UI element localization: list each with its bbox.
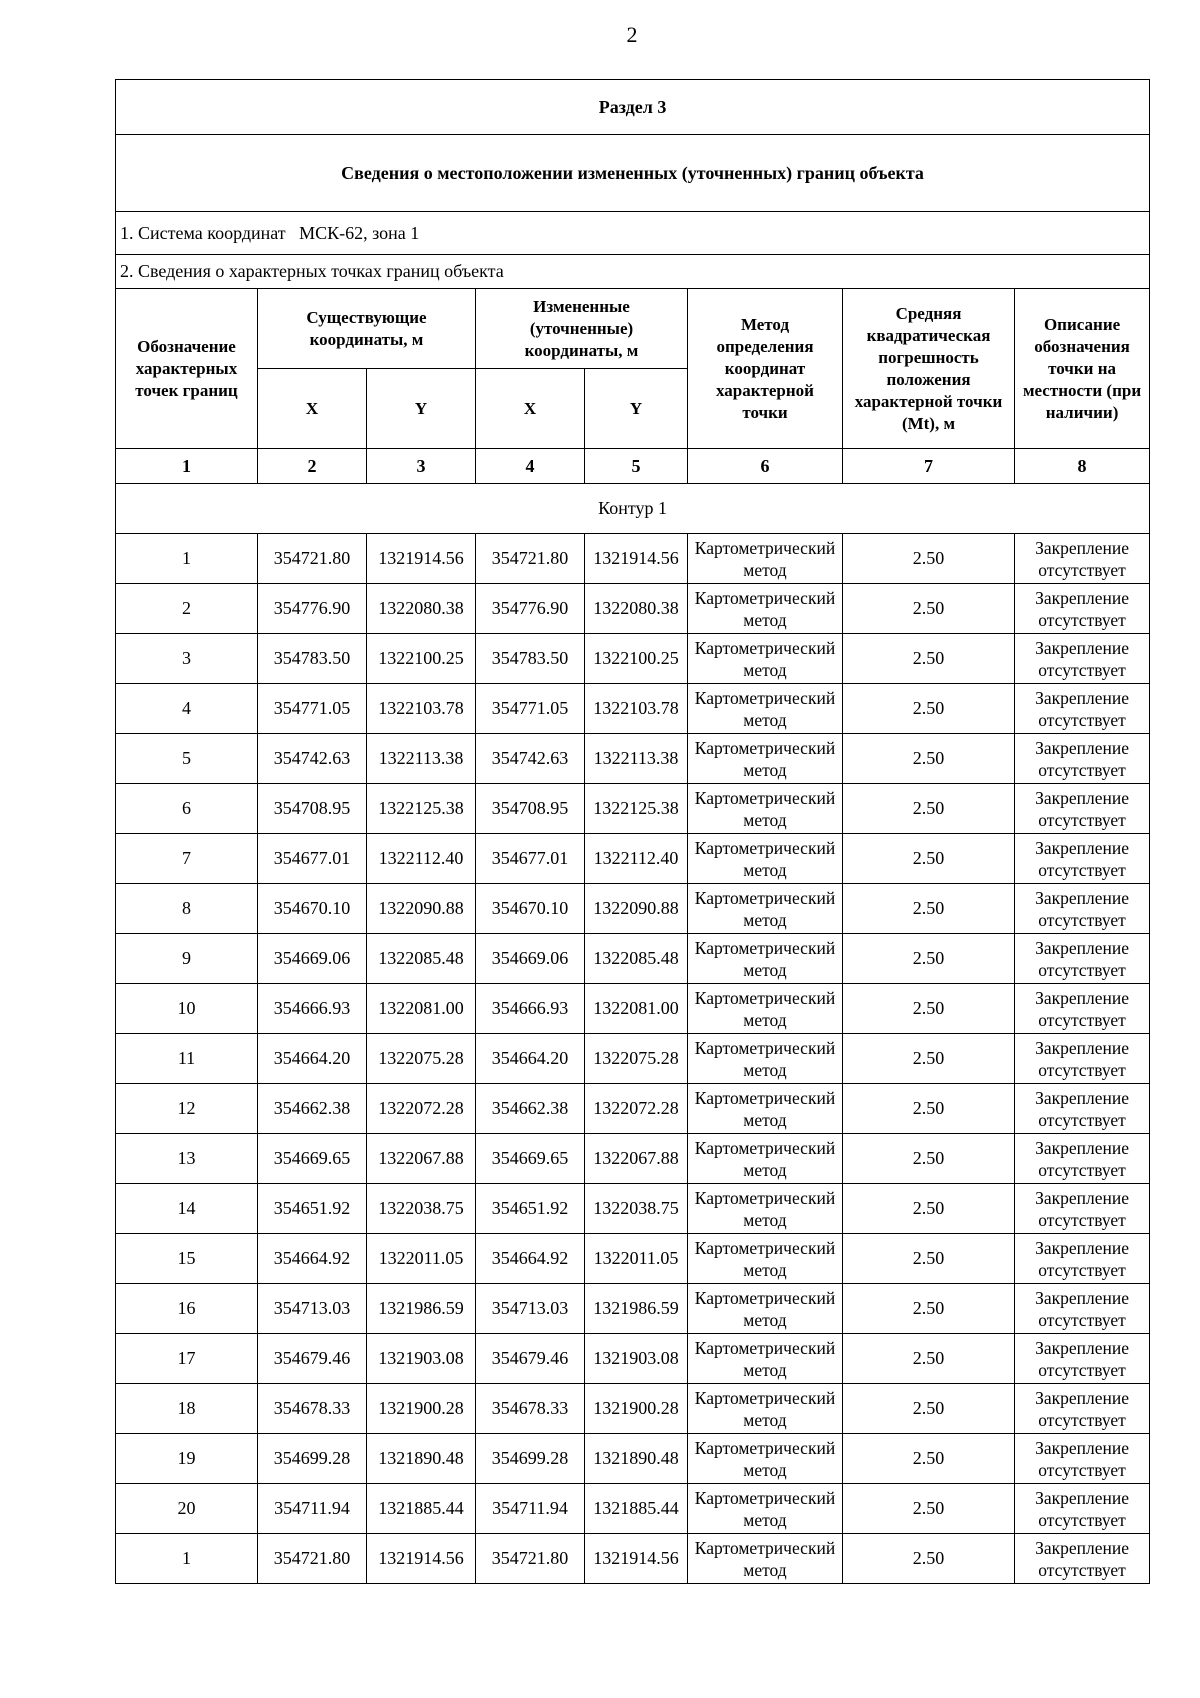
existing-y-cell: 1322090.88 (367, 884, 476, 934)
table-row (116, 534, 1150, 584)
changed-x-cell: 354664.20 (476, 1034, 585, 1084)
mean-error-cell: 2.50 (843, 784, 1015, 834)
header-changed-y: Y (585, 369, 688, 449)
header-existing-coords: Существующие координаты, м (258, 289, 476, 369)
column-number: 5 (585, 449, 688, 484)
point-number-cell: 12 (116, 1084, 258, 1134)
description-cell: Закрепление отсутствует (1015, 884, 1150, 934)
method-cell: Картометрический метод (688, 1284, 843, 1334)
changed-x-cell: 354776.90 (476, 584, 585, 634)
changed-y-cell: 1321900.28 (585, 1384, 688, 1434)
method-cell: Картометрический метод (688, 1534, 843, 1584)
point-number-cell: 2 (116, 584, 258, 634)
changed-x-cell: 354711.94 (476, 1484, 585, 1534)
existing-y-cell: 1321890.48 (367, 1434, 476, 1484)
existing-y-cell: 1321914.56 (367, 534, 476, 584)
mean-error-cell: 2.50 (843, 1284, 1015, 1334)
existing-y-cell: 1322081.00 (367, 984, 476, 1034)
table-row (116, 984, 1150, 1034)
description-cell: Закрепление отсутствует (1015, 984, 1150, 1034)
description-cell: Закрепление отсутствует (1015, 1434, 1150, 1484)
description-cell: Закрепление отсутствует (1015, 634, 1150, 684)
method-cell: Картометрический метод (688, 584, 843, 634)
existing-y-cell: 1322011.05 (367, 1234, 476, 1284)
changed-x-cell: 354708.95 (476, 784, 585, 834)
table-row (116, 834, 1150, 884)
table-row (116, 1234, 1150, 1284)
mean-error-cell: 2.50 (843, 984, 1015, 1034)
table-row (116, 684, 1150, 734)
existing-x-cell: 354721.80 (258, 534, 367, 584)
mean-error-cell: 2.50 (843, 1234, 1015, 1284)
mean-error-cell: 2.50 (843, 1534, 1015, 1584)
header-changed-coords: Измененные (уточненные) координаты, м (476, 289, 688, 369)
section-subtitle: Сведения о местоположении измененных (уточненных) границ объекта (116, 135, 1150, 212)
header-changed-x: X (476, 369, 585, 449)
changed-x-cell: 354679.46 (476, 1334, 585, 1384)
changed-x-cell: 354721.80 (476, 1534, 585, 1584)
existing-x-cell: 354708.95 (258, 784, 367, 834)
description-cell: Закрепление отсутствует (1015, 934, 1150, 984)
column-number: 3 (367, 449, 476, 484)
points-info: 2. Сведения о характерных точках границ объекта (116, 255, 1150, 289)
existing-x-cell: 354670.10 (258, 884, 367, 934)
method-cell: Картометрический метод (688, 884, 843, 934)
existing-x-cell: 354721.80 (258, 1534, 367, 1584)
existing-x-cell: 354699.28 (258, 1434, 367, 1484)
existing-y-cell: 1322038.75 (367, 1184, 476, 1234)
header-existing-y: Y (367, 369, 476, 449)
method-cell: Картометрический метод (688, 1034, 843, 1084)
header-point-designation: Обозначение характерных точек границ (116, 289, 258, 449)
method-cell: Картометрический метод (688, 1184, 843, 1234)
header-existing-x: X (258, 369, 367, 449)
column-number: 2 (258, 449, 367, 484)
changed-y-cell: 1322072.28 (585, 1084, 688, 1134)
description-cell: Закрепление отсутствует (1015, 734, 1150, 784)
section-title: Раздел 3 (116, 80, 1150, 135)
existing-x-cell: 354669.06 (258, 934, 367, 984)
changed-y-cell: 1322081.00 (585, 984, 688, 1034)
point-number-cell: 8 (116, 884, 258, 934)
changed-y-cell: 1322080.38 (585, 584, 688, 634)
method-cell: Картометрический метод (688, 784, 843, 834)
changed-y-cell: 1322112.40 (585, 834, 688, 884)
point-number-cell: 7 (116, 834, 258, 884)
changed-y-cell: 1321986.59 (585, 1284, 688, 1334)
coord-system: 1. Система координат МСК-62, зона 1 (116, 212, 1150, 255)
table-row (116, 884, 1150, 934)
changed-x-cell: 354664.92 (476, 1234, 585, 1284)
method-cell: Картометрический метод (688, 934, 843, 984)
point-number-cell: 18 (116, 1384, 258, 1434)
existing-x-cell: 354679.46 (258, 1334, 367, 1384)
point-number-cell: 3 (116, 634, 258, 684)
changed-y-cell: 1322067.88 (585, 1134, 688, 1184)
method-cell: Картометрический метод (688, 1334, 843, 1384)
point-number-cell: 6 (116, 784, 258, 834)
table-row (116, 734, 1150, 784)
description-cell: Закрепление отсутствует (1015, 1234, 1150, 1284)
method-cell: Картометрический метод (688, 1084, 843, 1134)
mean-error-cell: 2.50 (843, 1084, 1015, 1134)
existing-x-cell: 354783.50 (258, 634, 367, 684)
changed-y-cell: 1321890.48 (585, 1434, 688, 1484)
table-row (116, 784, 1150, 834)
mean-error-cell: 2.50 (843, 1434, 1015, 1484)
changed-y-cell: 1321914.56 (585, 534, 688, 584)
existing-x-cell: 354669.65 (258, 1134, 367, 1184)
method-cell: Картометрический метод (688, 1384, 843, 1434)
mean-error-cell: 2.50 (843, 634, 1015, 684)
point-number-cell: 4 (116, 684, 258, 734)
changed-x-cell: 354669.65 (476, 1134, 585, 1184)
table-row (116, 1034, 1150, 1084)
existing-y-cell: 1322113.38 (367, 734, 476, 784)
existing-x-cell: 354666.93 (258, 984, 367, 1034)
table-row (116, 1434, 1150, 1484)
mean-error-cell: 2.50 (843, 884, 1015, 934)
existing-x-cell: 354651.92 (258, 1184, 367, 1234)
changed-x-cell: 354742.63 (476, 734, 585, 784)
changed-x-cell: 354783.50 (476, 634, 585, 684)
existing-y-cell: 1321903.08 (367, 1334, 476, 1384)
existing-x-cell: 354662.38 (258, 1084, 367, 1134)
method-cell: Картометрический метод (688, 534, 843, 584)
description-cell: Закрепление отсутствует (1015, 834, 1150, 884)
table-row (116, 1284, 1150, 1334)
method-cell: Картометрический метод (688, 684, 843, 734)
description-cell: Закрепление отсутствует (1015, 1384, 1150, 1434)
point-number-cell: 11 (116, 1034, 258, 1084)
mean-error-cell: 2.50 (843, 584, 1015, 634)
method-cell: Картометрический метод (688, 834, 843, 884)
mean-error-cell: 2.50 (843, 1484, 1015, 1534)
changed-x-cell: 354721.80 (476, 534, 585, 584)
changed-x-cell: 354677.01 (476, 834, 585, 884)
changed-y-cell: 1321903.08 (585, 1334, 688, 1384)
column-number: 8 (1015, 449, 1150, 484)
mean-error-cell: 2.50 (843, 534, 1015, 584)
point-number-cell: 1 (116, 534, 258, 584)
existing-y-cell: 1322067.88 (367, 1134, 476, 1184)
existing-y-cell: 1322072.28 (367, 1084, 476, 1134)
point-number-cell: 16 (116, 1284, 258, 1334)
description-cell: Закрепление отсутствует (1015, 584, 1150, 634)
method-cell: Картометрический метод (688, 984, 843, 1034)
point-number-cell: 19 (116, 1434, 258, 1484)
point-number-cell: 1 (116, 1534, 258, 1584)
point-number-cell: 5 (116, 734, 258, 784)
existing-y-cell: 1322075.28 (367, 1034, 476, 1084)
header-mean-error: Средняя квадратическая погрешность положения характерной точки (Mt), м (843, 289, 1015, 449)
existing-x-cell: 354713.03 (258, 1284, 367, 1334)
existing-x-cell: 354742.63 (258, 734, 367, 784)
description-cell: Закрепление отсутствует (1015, 534, 1150, 584)
existing-y-cell: 1321986.59 (367, 1284, 476, 1334)
method-cell: Картометрический метод (688, 1234, 843, 1284)
changed-y-cell: 1322113.38 (585, 734, 688, 784)
existing-x-cell: 354711.94 (258, 1484, 367, 1534)
description-cell: Закрепление отсутствует (1015, 1084, 1150, 1134)
table-row (116, 934, 1150, 984)
method-cell: Картометрический метод (688, 1134, 843, 1184)
existing-y-cell: 1322103.78 (367, 684, 476, 734)
point-number-cell: 10 (116, 984, 258, 1034)
existing-y-cell: 1321914.56 (367, 1534, 476, 1584)
existing-y-cell: 1322125.38 (367, 784, 476, 834)
existing-y-cell: 1321900.28 (367, 1384, 476, 1434)
method-cell: Картометрический метод (688, 734, 843, 784)
point-number-cell: 15 (116, 1234, 258, 1284)
changed-x-cell: 354713.03 (476, 1284, 585, 1334)
mean-error-cell: 2.50 (843, 734, 1015, 784)
changed-y-cell: 1322085.48 (585, 934, 688, 984)
point-number-cell: 17 (116, 1334, 258, 1384)
existing-x-cell: 354677.01 (258, 834, 367, 884)
description-cell: Закрепление отсутствует (1015, 1284, 1150, 1334)
table-row (116, 1534, 1150, 1584)
existing-x-cell: 354678.33 (258, 1384, 367, 1434)
point-number-cell: 20 (116, 1484, 258, 1534)
changed-x-cell: 354666.93 (476, 984, 585, 1034)
changed-x-cell: 354699.28 (476, 1434, 585, 1484)
description-cell: Закрепление отсутствует (1015, 1134, 1150, 1184)
existing-x-cell: 354771.05 (258, 684, 367, 734)
existing-y-cell: 1321885.44 (367, 1484, 476, 1534)
existing-y-cell: 1322080.38 (367, 584, 476, 634)
column-number: 1 (116, 449, 258, 484)
column-number: 6 (688, 449, 843, 484)
changed-y-cell: 1321914.56 (585, 1534, 688, 1584)
existing-y-cell: 1322112.40 (367, 834, 476, 884)
table-row (116, 1384, 1150, 1434)
changed-y-cell: 1322100.25 (585, 634, 688, 684)
mean-error-cell: 2.50 (843, 684, 1015, 734)
mean-error-cell: 2.50 (843, 934, 1015, 984)
mean-error-cell: 2.50 (843, 1384, 1015, 1434)
changed-y-cell: 1322011.05 (585, 1234, 688, 1284)
changed-y-cell: 1322125.38 (585, 784, 688, 834)
contour-label: Контур 1 (116, 484, 1150, 534)
existing-y-cell: 1322100.25 (367, 634, 476, 684)
description-cell: Закрепление отсутствует (1015, 1484, 1150, 1534)
changed-x-cell: 354678.33 (476, 1384, 585, 1434)
changed-x-cell: 354669.06 (476, 934, 585, 984)
description-cell: Закрепление отсутствует (1015, 1184, 1150, 1234)
existing-y-cell: 1322085.48 (367, 934, 476, 984)
mean-error-cell: 2.50 (843, 1334, 1015, 1384)
table-row (116, 634, 1150, 684)
changed-x-cell: 354670.10 (476, 884, 585, 934)
point-number-cell: 13 (116, 1134, 258, 1184)
column-number: 7 (843, 449, 1015, 484)
existing-x-cell: 354776.90 (258, 584, 367, 634)
changed-y-cell: 1322038.75 (585, 1184, 688, 1234)
method-cell: Картометрический метод (688, 634, 843, 684)
changed-x-cell: 354662.38 (476, 1084, 585, 1134)
description-cell: Закрепление отсутствует (1015, 784, 1150, 834)
point-number-cell: 9 (116, 934, 258, 984)
mean-error-cell: 2.50 (843, 834, 1015, 884)
changed-x-cell: 354651.92 (476, 1184, 585, 1234)
changed-y-cell: 1322103.78 (585, 684, 688, 734)
column-number: 4 (476, 449, 585, 484)
changed-y-cell: 1322090.88 (585, 884, 688, 934)
description-cell: Закрепление отсутствует (1015, 1034, 1150, 1084)
existing-x-cell: 354664.20 (258, 1034, 367, 1084)
point-number-cell: 14 (116, 1184, 258, 1234)
mean-error-cell: 2.50 (843, 1134, 1015, 1184)
changed-x-cell: 354771.05 (476, 684, 585, 734)
boundary-table (115, 79, 1150, 1584)
header-description: Описание обозначения точки на местности (при наличии) (1015, 289, 1150, 449)
table-row (116, 584, 1150, 634)
table-row (116, 1334, 1150, 1384)
changed-y-cell: 1322075.28 (585, 1034, 688, 1084)
mean-error-cell: 2.50 (843, 1034, 1015, 1084)
existing-x-cell: 354664.92 (258, 1234, 367, 1284)
description-cell: Закрепление отсутствует (1015, 684, 1150, 734)
changed-y-cell: 1321885.44 (585, 1484, 688, 1534)
table-row (116, 1134, 1150, 1184)
mean-error-cell: 2.50 (843, 1184, 1015, 1234)
header-method: Метод определения координат характерной точки (688, 289, 843, 449)
description-cell: Закрепление отсутствует (1015, 1534, 1150, 1584)
description-cell: Закрепление отсутствует (1015, 1334, 1150, 1384)
method-cell: Картометрический метод (688, 1484, 843, 1534)
table-row (116, 1084, 1150, 1134)
table-row (116, 1484, 1150, 1534)
method-cell: Картометрический метод (688, 1434, 843, 1484)
table-row (116, 1184, 1150, 1234)
page-number: 2 (626, 22, 638, 47)
